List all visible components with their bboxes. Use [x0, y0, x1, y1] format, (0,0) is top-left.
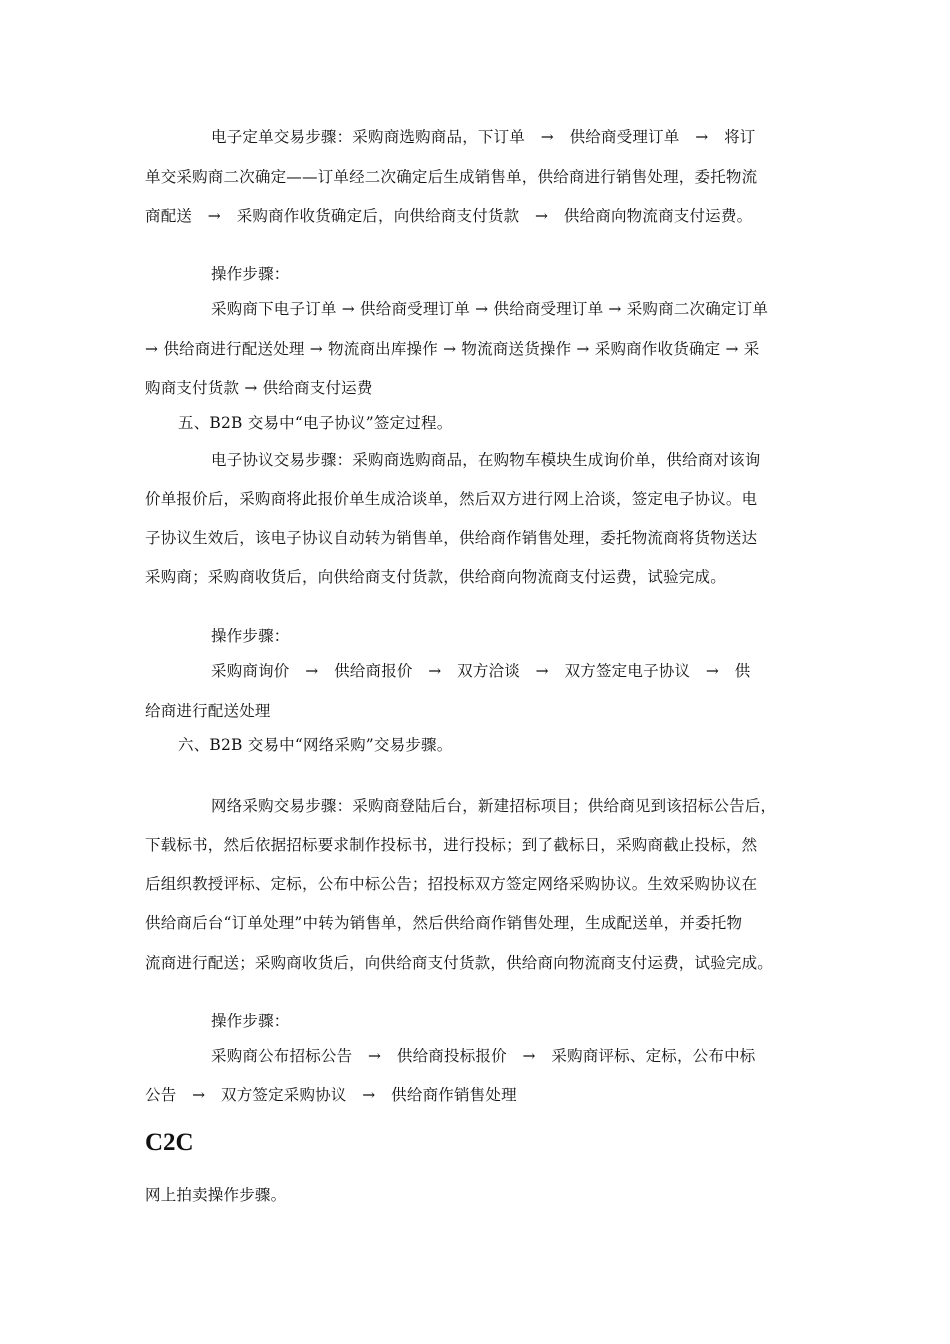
- section-6-line-4: 供给商后台“订单处理”中转为销售单，然后供给商作销售处理，生成配送单，并委托物: [145, 914, 743, 932]
- section-6-line-1: 网络采购交易步骤：采购商登陆后台，新建招标项目；供给商见到该招标公告后，: [211, 797, 777, 815]
- section-6-ops-label: 操作步骤：: [211, 1012, 290, 1030]
- section-5-ops-label: 操作步骤：: [211, 627, 290, 645]
- section-5-line-1: 电子协议交易步骤：采购商选购商品，在购物车模块生成询价单，供给商对该询: [211, 451, 761, 469]
- section-6-line-3: 后组织教授评标、定标，公布中标公告；招投标双方签定网络采购协议。生效采购协议在: [145, 875, 758, 893]
- order-ops-line-1: 采购商下电子订单 → 供给商受理订单 → 供给商受理订单 → 采购商二次确定订单: [211, 300, 769, 318]
- order-steps-line-1: 电子定单交易步骤：采购商选购商品，下订单 → 供给商受理订单 → 将订: [211, 128, 756, 146]
- order-steps-line-3: 商配送 → 采购商作收货确定后，向供给商支付货款 → 供给商向物流商支付运费。: [145, 207, 753, 225]
- order-ops-label: 操作步骤：: [211, 265, 290, 283]
- order-steps-line-2: 单交采购商二次确定——订单经二次确定后生成销售单，供给商进行销售处理，委托物流: [145, 168, 758, 186]
- section-5-line-4: 采购商；采购商收货后，向供给商支付货款，供给商向物流商支付运费，试验完成。: [145, 568, 726, 586]
- section-5-line-2: 价单报价后，采购商将此报价单生成洽谈单，然后双方进行网上洽谈，签定电子协议。电: [145, 490, 758, 508]
- c2c-heading: C2C: [145, 1129, 194, 1156]
- c2c-line-1: 网上拍卖操作步骤。: [145, 1186, 287, 1204]
- section-6-line-2: 下载标书，然后依据招标要求制作投标书，进行投标；到了截标日，采购商截止投标，然: [145, 836, 758, 854]
- section-6-ops-line-1: 采购商公布招标公告 → 供给商投标报价 → 采购商评标、定标，公布中标: [211, 1047, 756, 1065]
- order-ops-line-2: → 供给商进行配送处理 → 物流商出库操作 → 物流商送货操作 → 采购商作收货确定 → 采: [145, 340, 760, 358]
- section-5-ops-line-2: 给商进行配送处理: [145, 702, 271, 720]
- section-5-heading: 五、B2B 交易中“电子协议”签定过程。: [178, 414, 453, 432]
- section-6-line-5: 流商进行配送；采购商收货后，向供给商支付货款，供给商向物流商支付运费，试验完成。: [145, 954, 774, 972]
- section-5-line-3: 子协议生效后，该电子协议自动转为销售单，供给商作销售处理，委托物流商将货物送达: [145, 529, 758, 547]
- section-6-ops-line-2: 公告 → 双方签定采购协议 → 供给商作销售处理: [145, 1086, 517, 1104]
- section-6-heading: 六、B2B 交易中“网络采购”交易步骤。: [178, 736, 453, 754]
- section-5-ops-line-1: 采购商询价 → 供给商报价 → 双方洽谈 → 双方签定电子协议 → 供: [211, 662, 751, 680]
- order-ops-line-3: 购商支付货款 → 供给商支付运费: [145, 379, 373, 397]
